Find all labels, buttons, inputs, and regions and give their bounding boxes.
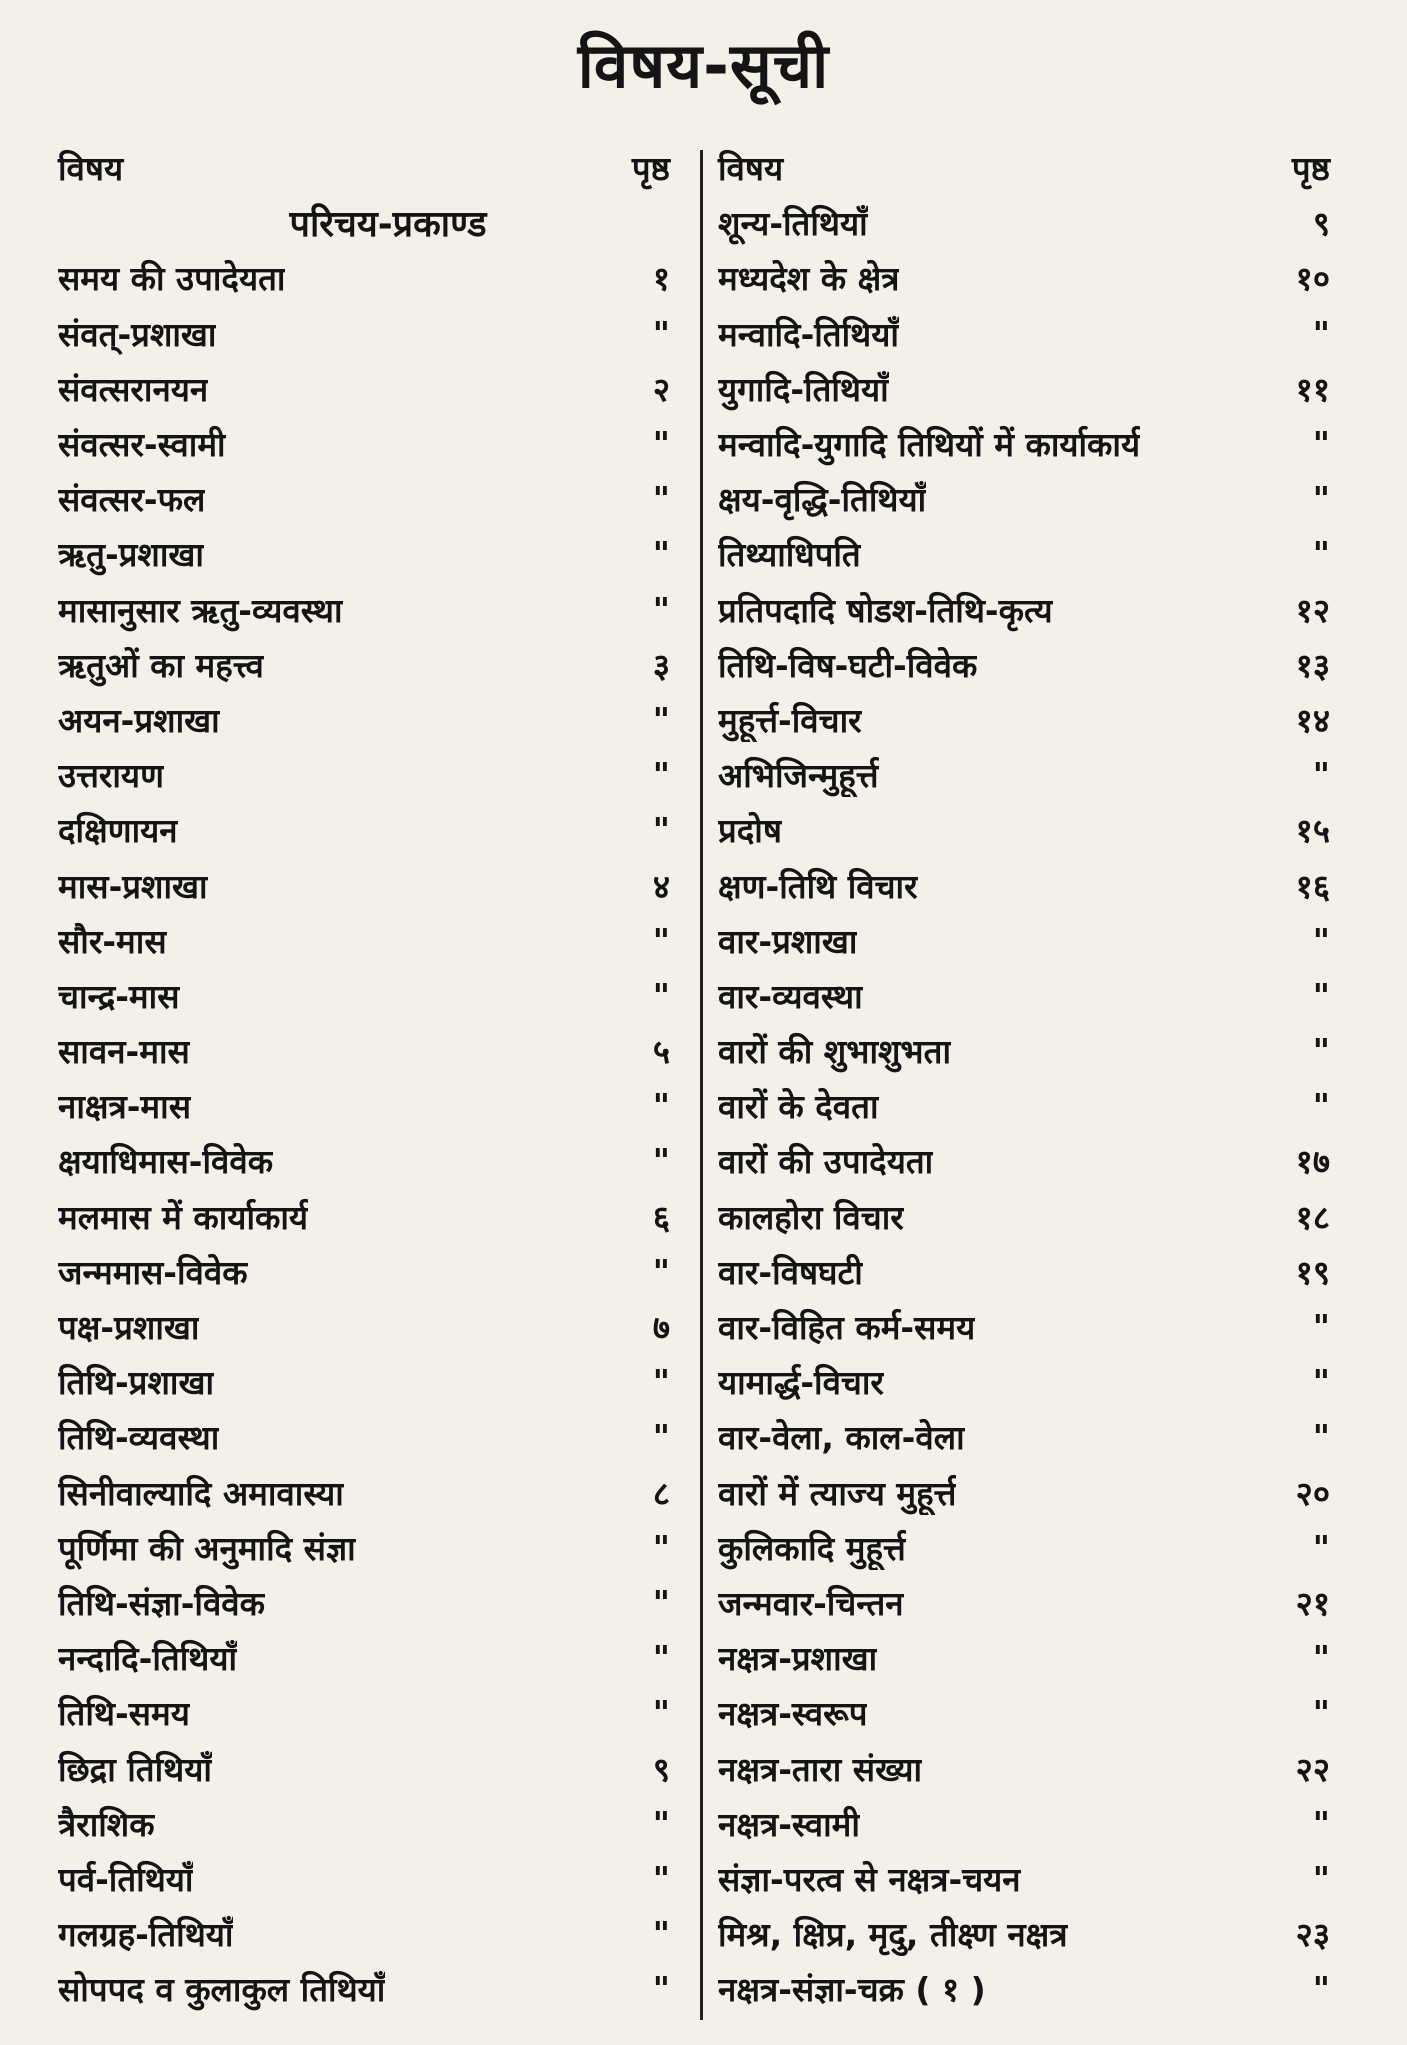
toc-page-number: " (652, 1638, 670, 1678)
toc-page-number: " (652, 1582, 670, 1622)
toc-topic: सौर-मास (58, 921, 167, 961)
toc-page-number: ९ (652, 1749, 670, 1789)
toc-row (58, 913, 678, 968)
toc-page-number: १७ (1295, 1142, 1330, 1182)
toc-row (718, 1961, 1338, 2016)
toc-topic: कुलिकादि मुहूर्त्त (718, 1528, 906, 1568)
page-title: विषय-सूची (577, 29, 830, 102)
toc-page-number: ८ (652, 1473, 670, 1513)
toc-row (58, 1409, 678, 1464)
toc-topic: मासानुसार ऋतु-व्यवस्था (58, 590, 343, 630)
toc-topic: सावन-मास (58, 1032, 190, 1072)
toc-page-number: " (1312, 1362, 1330, 1402)
toc-topic: मन्वादि-तिथियाँ (718, 314, 899, 354)
toc-row (718, 471, 1338, 526)
toc-page-number: " (652, 1086, 670, 1126)
toc-topic: तिथि-व्यवस्था (58, 1418, 220, 1458)
toc-row (718, 526, 1338, 581)
toc-topic: समय की उपादेयता (58, 259, 286, 299)
toc-topic: मन्वादि-युगादि तिथियों में कार्याकार्य (718, 425, 1141, 465)
left-column (58, 140, 678, 2016)
toc-row (58, 1023, 678, 1078)
toc-row (718, 747, 1338, 802)
toc-page-number: " (652, 1417, 670, 1457)
toc-row (58, 1961, 678, 2016)
toc-row (58, 1685, 678, 1740)
left-header-topic: विषय (58, 149, 124, 189)
toc-page-number: ४ (652, 866, 670, 906)
toc-page-number: " (1312, 1307, 1330, 1347)
toc-row (718, 1906, 1338, 1961)
toc-row (718, 1630, 1338, 1685)
toc-row (718, 692, 1338, 747)
toc-topic: वारों की उपादेयता (718, 1142, 934, 1182)
toc-row (718, 1299, 1338, 1354)
toc-page-number: " (1312, 1031, 1330, 1071)
toc-page-number: " (1312, 424, 1330, 464)
toc-page-number: " (1312, 1803, 1330, 1843)
toc-topic: युगादि-तिथियाँ (718, 369, 889, 409)
toc-row (718, 416, 1338, 471)
right-column (718, 140, 1338, 2016)
toc-topic: मास-प्रशाखा (58, 866, 208, 906)
toc-page-number: " (1312, 479, 1330, 519)
toc-row (58, 1906, 678, 1961)
column-divider (700, 150, 703, 2020)
toc-topic: नक्षत्र-स्वरूप (718, 1694, 868, 1734)
toc-topic: संज्ञा-परत्व से नक्षत्र-चयन (718, 1859, 1021, 1899)
toc-topic: वार-प्रशाखा (718, 921, 858, 961)
toc-topic: जन्ममास-विवेक (58, 1252, 248, 1292)
toc-page-number: ६ (652, 1197, 670, 1237)
toc-row (718, 1575, 1338, 1630)
toc-topic: त्रैराशिक (58, 1804, 155, 1844)
toc-topic: पर्व-तिथियाँ (58, 1859, 194, 1899)
toc-row (58, 1133, 678, 1188)
toc-topic: यामार्द्ध-विचार (718, 1363, 884, 1403)
toc-row (58, 1851, 678, 1906)
toc-topic: पूर्णिमा की अनुमादि संज्ञा (58, 1528, 356, 1568)
toc-page-number: २३ (1295, 1915, 1330, 1955)
toc-topic: वार-व्यवस्था (718, 976, 863, 1016)
toc-page-number: १ (652, 259, 670, 299)
toc-row (58, 1575, 678, 1630)
toc-page-number: " (1312, 920, 1330, 960)
toc-topic: क्षय-वृद्धि-तिथियाँ (718, 480, 927, 520)
toc-row (718, 637, 1338, 692)
toc-topic: वारों की शुभाशुभता (718, 1032, 951, 1072)
toc-row (718, 1520, 1338, 1575)
toc-row (718, 306, 1338, 361)
toc-topic: उत्तरायण (58, 756, 164, 796)
right-header (718, 140, 1338, 195)
toc-page-number: " (1312, 1417, 1330, 1457)
toc-row (58, 1189, 678, 1244)
toc-row (718, 1851, 1338, 1906)
toc-topic: दक्षिणायन (58, 811, 178, 851)
toc-row (58, 416, 678, 471)
toc-page-number: " (652, 699, 670, 739)
toc-topic: गलग्रह-तिथियाँ (58, 1915, 234, 1955)
toc-row (718, 1244, 1338, 1299)
toc-page-number: " (652, 1251, 670, 1291)
toc-topic: शून्य-तिथियाँ (718, 204, 868, 244)
toc-topic: संवत्सर-स्वामी (58, 425, 226, 465)
toc-row (58, 471, 678, 526)
toc-topic: नक्षत्र-स्वामी (718, 1804, 860, 1844)
toc-page-number: " (652, 810, 670, 850)
left-header-page: पृष्ठ (631, 149, 670, 189)
toc-topic: तिथि-प्रशाखा (58, 1363, 214, 1403)
toc-topic: जन्मवार-चिन्तन (718, 1583, 904, 1623)
toc-page-number: " (652, 589, 670, 629)
toc-row (58, 968, 678, 1023)
toc-topic: सोपपद व कुलाकुल तिथियाँ (58, 1970, 386, 2010)
toc-row (718, 1189, 1338, 1244)
toc-topic: नक्षत्र-तारा संख्या (718, 1749, 923, 1789)
toc-topic: क्षण-तिथि विचार (718, 866, 918, 906)
toc-page-number: १० (1295, 259, 1330, 299)
toc-row (58, 1520, 678, 1575)
toc-page-number: १८ (1295, 1197, 1330, 1237)
right-rows (718, 195, 1338, 2016)
toc-row (58, 1299, 678, 1354)
toc-page-number: " (652, 755, 670, 795)
toc-page-number: " (652, 479, 670, 519)
toc-row (58, 857, 678, 912)
toc-page-number: " (652, 1914, 670, 1954)
toc-page-number: २१ (1295, 1583, 1330, 1623)
toc-row (718, 361, 1338, 416)
toc-row (58, 1354, 678, 1409)
toc-page-number: १९ (1295, 1252, 1330, 1292)
toc-topic: वार-विषघटी (718, 1252, 863, 1292)
toc-row (718, 913, 1338, 968)
toc-topic: नक्षत्र-प्रशाखा (718, 1639, 878, 1679)
toc-page-number: " (1312, 755, 1330, 795)
toc-row (58, 747, 678, 802)
toc-page-number: " (1312, 313, 1330, 353)
toc-topic: नाक्षत्र-मास (58, 1087, 192, 1127)
toc-topic: संवत्-प्रशाखा (58, 314, 217, 354)
toc-topic: वार-विहित कर्म-समय (718, 1308, 976, 1348)
toc-row (58, 1630, 678, 1685)
toc-page-number: " (652, 1527, 670, 1567)
toc-row (58, 692, 678, 747)
toc-row (58, 306, 678, 361)
toc-row (58, 250, 678, 305)
toc-row (718, 1023, 1338, 1078)
toc-page-number: २ (652, 369, 670, 409)
section-heading: परिचय-प्रकाण्ड (289, 204, 487, 246)
toc-topic: तिथि-विष-घटी-विवेक (718, 645, 978, 685)
toc-page-number: " (1312, 1969, 1330, 2009)
toc-topic: तिथि-संज्ञा-विवेक (58, 1583, 265, 1623)
toc-page-number: " (1312, 1693, 1330, 1733)
toc-row (718, 195, 1338, 250)
toc-page-number: " (1312, 1638, 1330, 1678)
toc-page-number: " (652, 1803, 670, 1843)
toc-page-number: " (1312, 1527, 1330, 1567)
toc-page-number: " (652, 1858, 670, 1898)
toc-row (718, 1133, 1338, 1188)
toc-row (58, 1796, 678, 1851)
left-rows (58, 250, 678, 2016)
toc-row (58, 361, 678, 416)
toc-row (58, 637, 678, 692)
toc-row (58, 802, 678, 857)
toc-page-number: " (652, 975, 670, 1015)
toc-topic: कालहोरा विचार (718, 1197, 904, 1237)
toc-page-number: " (1312, 1858, 1330, 1898)
toc-row (58, 1078, 678, 1133)
toc-page-number: " (652, 1969, 670, 2009)
toc-page-number: " (652, 313, 670, 353)
toc-topic: संवत्सरानयन (58, 369, 209, 409)
toc-page-number: ९ (1312, 204, 1330, 244)
toc-topic: ऋतुओं का महत्त्व (58, 645, 264, 685)
toc-row (58, 1465, 678, 1520)
toc-row (718, 1078, 1338, 1133)
left-header (58, 140, 678, 195)
toc-page-number: ५ (652, 1032, 670, 1072)
right-header-page: पृष्ठ (1291, 149, 1330, 189)
toc-topic: क्षयाधिमास-विवेक (58, 1142, 274, 1182)
right-header-topic: विषय (718, 149, 784, 189)
toc-topic: तिथि-समय (58, 1694, 190, 1734)
toc-page-number: ११ (1295, 369, 1330, 409)
toc-topic: छिद्रा तिथियाँ (58, 1749, 212, 1789)
toc-row (718, 802, 1338, 857)
toc-topic: तिथ्याधिपति (718, 535, 861, 575)
toc-row (718, 1354, 1338, 1409)
toc-topic: मलमास में कार्याकार्य (58, 1197, 309, 1237)
toc-topic: मध्यदेश के क्षेत्र (718, 259, 900, 299)
toc-row (718, 1409, 1338, 1464)
toc-topic: वारों के देवता (718, 1087, 879, 1127)
toc-row (718, 1796, 1338, 1851)
toc-page-number: ७ (652, 1308, 670, 1348)
toc-topic: ऋतु-प्रशाखा (58, 535, 204, 575)
toc-page-number: १३ (1295, 645, 1330, 685)
toc-page-number: " (652, 1693, 670, 1733)
toc-row (718, 968, 1338, 1023)
toc-topic: प्रदोष (718, 811, 782, 851)
toc-page-number: " (1312, 534, 1330, 574)
toc-page-number: " (652, 1141, 670, 1181)
toc-topic: मिश्र, क्षिप्र, मृदु, तीक्ष्ण नक्षत्र (718, 1915, 1068, 1955)
toc-topic: सिनीवाल्यादि अमावास्या (58, 1473, 344, 1513)
toc-row (718, 250, 1338, 305)
toc-page-number: १६ (1295, 866, 1330, 906)
toc-topic: वारों में त्याज्य मुहूर्त्त (718, 1473, 957, 1513)
toc-topic: मुहूर्त्त-विचार (718, 700, 862, 740)
toc-page-number: " (652, 534, 670, 574)
toc-topic: संवत्सर-फल (58, 480, 206, 520)
toc-row (58, 582, 678, 637)
toc-topic: अयन-प्रशाखा (58, 700, 220, 740)
toc-topic: प्रतिपदादि षोडश-तिथि-कृत्य (718, 590, 1053, 630)
toc-page-number: १२ (1295, 590, 1330, 630)
toc-topic: वार-वेला, काल-वेला (718, 1418, 965, 1458)
toc-page-number: ३ (652, 645, 670, 685)
toc-topic: पक्ष-प्रशाखा (58, 1308, 200, 1348)
toc-page-number: " (1312, 1086, 1330, 1126)
toc-row (718, 857, 1338, 912)
toc-page-number: २० (1295, 1473, 1330, 1513)
toc-row (718, 1740, 1338, 1795)
toc-page-number: " (652, 1362, 670, 1402)
toc-page-number: १५ (1295, 811, 1330, 851)
toc-page-number: " (1312, 975, 1330, 1015)
toc-row (58, 1740, 678, 1795)
toc-topic: अभिजिन्मुहूर्त्त (718, 756, 879, 796)
toc-topic: नन्दादि-तिथियाँ (58, 1639, 238, 1679)
toc-row (718, 1465, 1338, 1520)
toc-row (718, 1685, 1338, 1740)
toc-row (718, 582, 1338, 637)
toc-page-number: " (652, 920, 670, 960)
toc-topic: नक्षत्र-संज्ञा-चक्र ( १ ) (718, 1970, 986, 2010)
toc-row (58, 1244, 678, 1299)
toc-page-number: २२ (1295, 1749, 1330, 1789)
toc-page-number: १४ (1295, 700, 1330, 740)
toc-row (58, 526, 678, 581)
toc-topic: चान्द्र-मास (58, 976, 180, 1016)
toc-page-number: " (652, 424, 670, 464)
